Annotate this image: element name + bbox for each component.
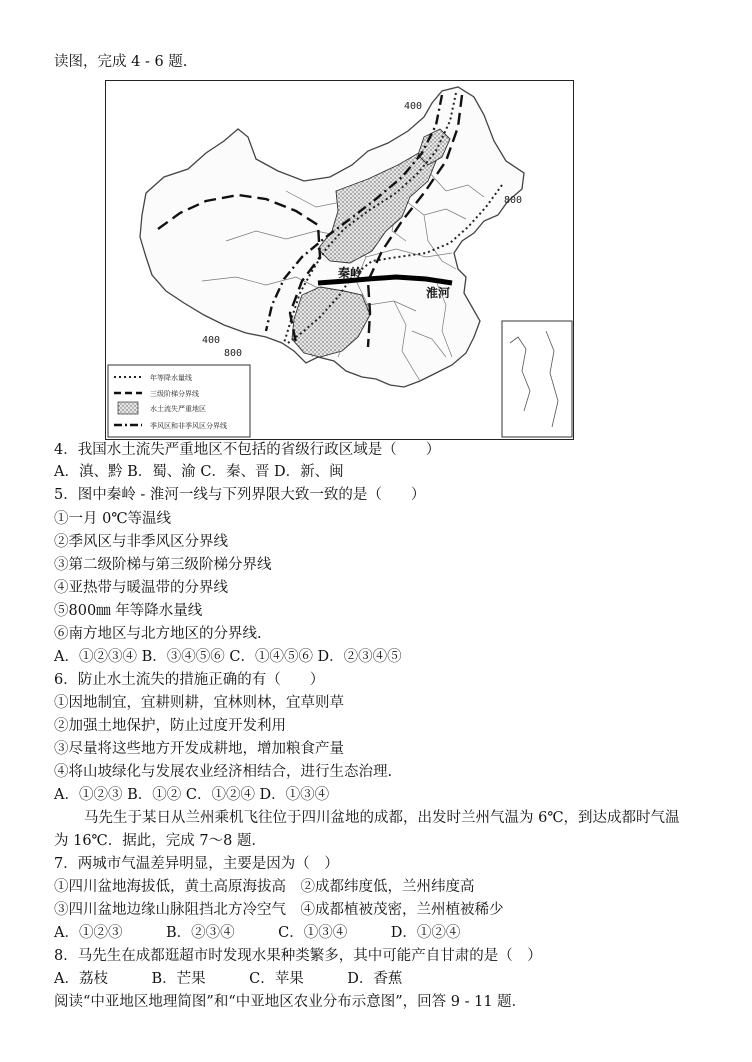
passage-line-1: 马先生于某日从兰州乘机飞往位于四川盆地的成都，出发时兰州气温为 6℃，到达成都时气温 xyxy=(84,810,680,826)
legend-item-monsoon: 季风区和非季风区分界线 xyxy=(150,422,227,430)
question-7-items-2: ③四川盆地边缘山脉阻挡北方冷空气 ④成都植被茂密，兰州植被稀少 xyxy=(54,902,504,918)
label-qinling: 秦岭 xyxy=(338,266,363,280)
question-5-item-6: ⑥南方地区与北方地区的分界线. xyxy=(54,626,262,642)
map-legend xyxy=(108,365,250,437)
question-6-item-3: ③尽量将这些地方开发成耕地，增加粮食产量 xyxy=(54,741,344,757)
question-5-item-1: ①一月 0℃等温线 xyxy=(54,511,172,527)
question-6-item-1: ①因地制宜，宜耕则耕，宜林则林，宜草则草 xyxy=(54,695,344,711)
passage-line-2: 为 16℃．据此，完成 7～8 题． xyxy=(54,833,266,849)
question-5-item-3: ③第二级阶梯与第三级阶梯分界线 xyxy=(54,557,272,573)
intro-text: 读图，完成 4 - 6 题. xyxy=(54,54,188,70)
question-4-options: A．滇、黔 B．蜀、渝 C．秦、晋 D．新、闽 xyxy=(54,464,344,480)
question-6-options: A．①②③ B．①② C．①②④ D．①③④ xyxy=(54,787,330,803)
reading-instruction-9-11: 阅读“中亚地区地理简图”和“中亚地区农业分布示意图”，回答 9 - 11 题． xyxy=(54,994,527,1010)
question-4: 4．我国水土流失严重地区不包括的省级行政区域是（ ） xyxy=(54,442,441,458)
label-400-ne: 400 xyxy=(404,101,423,112)
question-5-item-5: ⑤800㎜ 年等降水量线 xyxy=(54,603,203,619)
china-map-figure xyxy=(105,80,574,440)
question-5-item-4: ④亚热带与暖温带的分界线 xyxy=(54,580,228,596)
question-6-item-4: ④将山坡绿化与发展农业经济相结合，进行生态治理. xyxy=(54,764,393,780)
legend-erosion-symbol xyxy=(118,402,138,414)
legend-item-isohyet: 年等降水量线 xyxy=(150,374,192,382)
question-6: 6．防止水土流失的措施正确的有（ ） xyxy=(54,672,325,688)
label-800-sw: 800 xyxy=(224,348,243,359)
label-400-sw: 400 xyxy=(202,335,221,346)
china-map xyxy=(106,81,573,439)
legend-item-erosion: 水土流失严重地区 xyxy=(150,405,206,413)
question-8-options: A．荔枝 B．芒果 C．苹果 D．香蕉 xyxy=(54,971,403,987)
label-800-ne: 800 xyxy=(504,195,523,206)
question-8: 8．马先生在成都逛超市时发现水果种类繁多，其中可能产自甘肃的是（ ） xyxy=(54,948,542,964)
question-7-options: A．①②③ B．②③④ C．①③④ D．①②④ xyxy=(54,925,461,941)
legend-item-staircase: 三级阶梯分界线 xyxy=(150,390,199,398)
question-6-item-2: ②加强土地保护，防止过度开发利用 xyxy=(54,718,286,734)
question-7-items-1: ①四川盆地海拔低，黄土高原海拔高 ②成都纬度低，兰州纬度高 xyxy=(54,879,475,895)
question-5-item-2: ②季风区与非季风区分界线 xyxy=(54,534,228,550)
south-china-sea-inset xyxy=(502,321,572,437)
question-5: 5．图中秦岭 - 淮河一线与下列界限大致一致的是（ ） xyxy=(54,487,426,503)
label-huaihe: 淮河 xyxy=(426,286,451,300)
question-5-options: A．①②③④ B．③④⑤⑥ C．①④⑤⑥ D．②③④⑤ xyxy=(54,649,402,665)
question-7: 7．两城市气温差异明显，主要是因为（ ） xyxy=(54,856,339,872)
